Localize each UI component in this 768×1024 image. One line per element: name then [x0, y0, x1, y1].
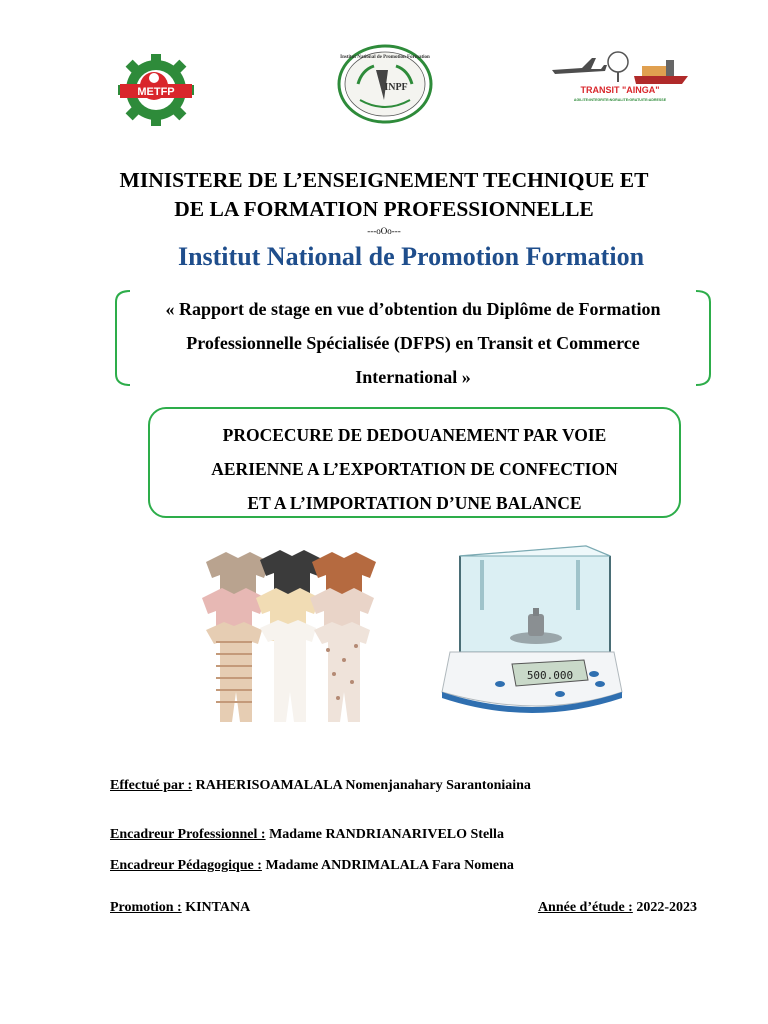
effectue-label: Effectué par : — [110, 778, 193, 793]
effectue-value: RAHERISOAMALALA Nomenjanahary Sarantoniaina — [195, 778, 531, 793]
transit-logo-slogan: AGILITE•INTEGRITE•NORALITE•GRATUITE•ADRESSE — [573, 98, 667, 102]
ministere-title — [0, 166, 768, 224]
metfp-logo — [114, 54, 198, 126]
promotion-value: KINTANA — [185, 900, 251, 915]
metfp-logo-text: METFP — [137, 86, 175, 98]
baby-clothes-image — [196, 542, 392, 728]
rapport-box — [114, 290, 712, 386]
annee-value: 2022-2023 — [636, 900, 697, 915]
transit-ainga-logo — [548, 48, 692, 104]
promotion-label: Promotion : — [110, 900, 182, 915]
theme-line-2: AERIENNE A L’EXPORTATION DE CONFECTION — [211, 459, 618, 479]
effectue-par-line — [110, 777, 531, 795]
rapport-line-3: International » — [355, 367, 471, 387]
encadreur-pro-line — [110, 826, 504, 844]
rapport-line-2: Professionnelle Spécialisée (DFPS) en Transit et Commerce — [186, 333, 640, 353]
encadreur-pro-label: Encadreur Professionnel : — [110, 827, 266, 842]
infp-logo — [336, 44, 434, 124]
annee-label: Année d’étude : — [537, 900, 633, 915]
annee-line — [538, 899, 697, 917]
infp-emblem-text: INPF — [384, 82, 408, 93]
institut-title: Institut National de Promotion Formation — [177, 242, 645, 271]
rapport-line-1: « Rapport de stage en vue d’obtention du Diplôme de Formation — [165, 299, 661, 319]
transit-logo-title: TRANSIT "AINGA" — [580, 85, 660, 95]
theme-box — [148, 407, 681, 518]
encadreur-ped-label: Encadreur Pédagogique : — [110, 858, 262, 873]
infp-arc-text: Institut National de Promotion Formation — [340, 55, 430, 60]
ministere-line-2: DE LA FORMATION PROFESSIONNELLE — [174, 197, 594, 221]
theme-line-1: PROCECURE DE DEDOUANEMENT PAR VOIE — [222, 425, 607, 445]
analytical-balance-image — [440, 542, 624, 720]
encadreur-ped-line — [110, 857, 514, 875]
balance-display-readout: 500.000 — [526, 669, 574, 682]
separator: ---oOo--- — [367, 226, 401, 236]
encadreur-ped-value: Madame ANDRIMALALA Fara Nomena — [265, 858, 514, 873]
encadreur-pro-value: Madame RANDRIANARIVELO Stella — [269, 827, 504, 842]
promotion-line — [110, 899, 250, 917]
ministere-line-1: MINISTERE DE L’ENSEIGNEMENT TECHNIQUE ET — [119, 168, 649, 192]
theme-line-3: ET A L’IMPORTATION D’UNE BALANCE — [247, 493, 582, 513]
